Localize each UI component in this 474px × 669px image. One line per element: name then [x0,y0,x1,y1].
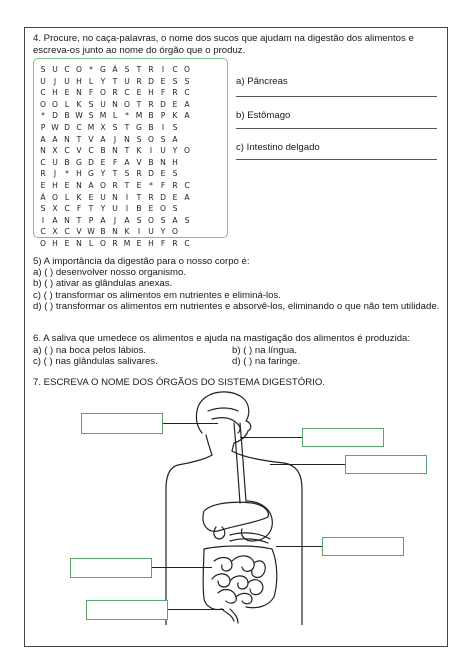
grid-row [37,203,193,215]
organ-label-box-1[interactable] [81,413,163,434]
grid-letter[interactable]: O [184,146,190,156]
word-search-grid [37,64,193,250]
grid-letter[interactable]: O [172,227,178,237]
grid-letter[interactable]: I [41,215,45,225]
question-7-title: 7. ESCREVA O NOME DOS ÓRGÃOS DO SISTEMA DIGESTÓRIO. [33,377,325,388]
grid-letter[interactable]: C [40,227,46,237]
leader-line-4 [276,546,322,547]
grid-letter[interactable]: S [136,215,142,225]
grid-letter[interactable]: A [184,192,190,202]
question-4-title: 4. Procure, no caça-palavras, o nome dos sucos que ajudam na digestão dos alimentos e escreva-os junto ao nome do órgão que o produz. [33,33,414,57]
grid-letter[interactable]: I [161,65,165,74]
grid-letter[interactable]: T [124,146,130,156]
grid-letter[interactable]: T [136,99,142,109]
grid-letter[interactable]: A [100,134,106,144]
grid-letter[interactable]: A [88,180,94,190]
grid-letter[interactable]: * [125,111,129,121]
grid-row [37,87,193,99]
grid-letter[interactable]: E [148,204,154,214]
grid-letter[interactable]: H [148,238,154,248]
grid-letter[interactable]: E [40,180,46,190]
grid-row [37,76,193,88]
grid-letter[interactable]: K [124,227,130,237]
grid-row [37,145,193,157]
grid-letter[interactable]: E [88,192,94,202]
question-6-option-d[interactable]: d) ( ) na faringe. [232,356,301,367]
grid-letter[interactable]: V [88,134,94,144]
grid-letter[interactable]: H [76,76,82,86]
grid-letter[interactable]: C [64,227,70,237]
grid-letter[interactable]: L [64,192,70,202]
grid-letter[interactable]: Y [172,146,178,156]
grid-letter[interactable]: E [172,99,178,109]
grid-letter[interactable]: F [88,88,94,98]
grid-letter[interactable]: C [124,88,130,98]
grid-letter[interactable]: E [136,180,142,190]
grid-letter[interactable]: W [87,227,95,237]
grid-letter[interactable]: S [124,169,130,179]
grid-letter[interactable]: U [160,146,166,156]
grid-letter[interactable]: O [160,204,166,214]
grid-letter[interactable]: D [148,76,154,86]
answer-label-a: a) Pâncreas [236,76,288,87]
grid-letter[interactable]: S [172,122,178,132]
grid-letter[interactable]: * [41,111,45,121]
grid-letter[interactable]: C [64,65,70,74]
grid-letter[interactable]: I [125,192,129,202]
grid-letter[interactable]: K [76,99,82,109]
grid-letter[interactable]: T [112,169,118,179]
grid-row [37,122,193,134]
grid-letter[interactable]: D [88,157,94,167]
grid-letter[interactable]: V [76,227,82,237]
grid-letter[interactable]: R [40,169,46,179]
grid-letter[interactable]: N [64,134,70,144]
digestive-system-illustration [160,385,330,625]
grid-letter[interactable]: R [172,238,178,248]
grid-letter[interactable]: R [136,76,142,86]
grid-letter[interactable]: O [40,238,46,248]
grid-letter[interactable]: O [52,99,58,109]
grid-letter[interactable]: B [148,122,154,132]
grid-letter[interactable]: Á [40,192,46,202]
grid-letter[interactable]: J [113,134,117,144]
grid-letter[interactable]: S [112,122,118,132]
grid-letter[interactable]: I [161,122,165,132]
grid-row [37,192,193,204]
grid-letter[interactable]: O [148,134,154,144]
grid-letter[interactable]: A [124,157,130,167]
grid-letter[interactable]: O [148,215,154,225]
grid-letter[interactable]: J [53,76,57,86]
grid-letter[interactable]: I [149,146,153,156]
grid-letter[interactable]: E [64,238,70,248]
grid-letter[interactable]: J [113,215,117,225]
grid-letter[interactable]: I [137,227,141,237]
grid-letter[interactable]: T [136,192,142,202]
grid-letter[interactable]: T [136,65,142,74]
grid-letter[interactable]: O [40,99,46,109]
grid-letter[interactable]: L [112,111,118,121]
grid-letter[interactable]: P [160,111,166,121]
grid-letter[interactable]: J [53,169,57,179]
grid-letter[interactable]: G [76,157,82,167]
answer-label-b: b) Estômago [236,110,291,121]
organ-label-box-5[interactable] [70,558,152,578]
grid-letter[interactable]: F [160,180,166,190]
grid-row [37,157,193,169]
grid-letter[interactable]: K [76,192,82,202]
grid-letter[interactable]: S [40,65,46,74]
grid-letter[interactable]: M [87,122,95,132]
grid-letter[interactable]: S [160,215,166,225]
grid-letter[interactable]: N [112,99,118,109]
grid-letter[interactable]: C [172,65,178,74]
grid-letter[interactable]: E [172,192,178,202]
question-5-option-b[interactable]: b) ( ) ativar as glândulas anexas. [33,278,173,289]
grid-row [37,215,193,227]
grid-letter[interactable]: F [76,204,82,214]
grid-letter[interactable]: H [52,180,58,190]
grid-letter[interactable]: C [64,204,70,214]
grid-letter[interactable]: H [52,88,58,98]
grid-letter[interactable]: Á [112,65,118,74]
grid-letter[interactable]: B [100,227,106,237]
grid-letter[interactable]: F [160,238,166,248]
question-6-option-b[interactable]: b) ( ) na língua. [232,345,298,356]
grid-letter[interactable]: U [52,65,58,74]
grid-letter[interactable]: A [100,215,106,225]
grid-row [37,238,193,250]
grid-letter[interactable]: B [64,111,70,121]
grid-letter[interactable]: C [184,238,190,248]
grid-row [37,64,193,76]
grid-letter[interactable]: X [100,122,106,132]
grid-letter[interactable]: I [125,204,129,214]
grid-letter[interactable]: W [51,122,59,132]
grid-letter[interactable]: R [112,238,118,248]
grid-letter[interactable]: N [64,215,70,225]
grid-letter[interactable]: S [88,99,94,109]
grid-letter[interactable]: G [88,169,94,179]
grid-letter[interactable]: M [135,111,143,121]
grid-letter[interactable]: S [184,215,190,225]
grid-letter[interactable]: D [64,122,70,132]
grid-letter[interactable]: U [52,157,58,167]
grid-letter[interactable]: O [100,238,106,248]
grid-letter[interactable]: S [160,134,166,144]
grid-letter[interactable]: K [172,111,178,121]
grid-letter[interactable]: C [88,146,94,156]
grid-letter[interactable]: C [40,157,46,167]
leader-line-1 [163,423,218,424]
grid-letter[interactable]: C [64,146,70,156]
grid-letter[interactable]: N [124,134,130,144]
grid-letter[interactable]: T [76,134,82,144]
organ-label-box-3[interactable] [345,455,427,474]
grid-letter[interactable]: T [124,122,130,132]
organ-label-box-2[interactable] [302,428,384,447]
grid-letter[interactable]: * [149,180,153,190]
grid-letter[interactable]: M [99,111,107,121]
grid-letter[interactable]: H [172,157,178,167]
grid-letter[interactable]: O [52,192,58,202]
grid-letter[interactable]: T [112,76,118,86]
question-5-title: 5) A importância da digestão para o nosso corpo é: [33,256,250,267]
organ-label-box-6[interactable] [86,600,168,620]
grid-letter[interactable]: N [160,157,166,167]
grid-row [37,168,193,180]
grid-letter[interactable]: L [88,238,94,248]
grid-letter[interactable]: U [64,76,70,86]
grid-letter[interactable]: A [172,134,178,144]
grid-letter[interactable]: U [112,204,118,214]
grid-row [37,110,193,122]
grid-letter[interactable]: A [52,134,58,144]
grid-letter[interactable]: E [136,238,142,248]
grid-letter[interactable]: R [172,180,178,190]
grid-letter[interactable]: O [184,65,190,74]
grid-letter[interactable]: D [160,99,166,109]
answer-line-c[interactable] [236,159,437,160]
grid-letter[interactable]: R [148,65,154,74]
grid-letter[interactable]: O [124,99,130,109]
grid-letter[interactable]: P [40,122,46,132]
grid-letter[interactable]: M [123,238,131,248]
grid-letter[interactable]: R [136,169,142,179]
grid-letter[interactable]: O [76,65,82,74]
grid-letter[interactable]: N [112,192,118,202]
leader-line-2 [240,437,302,438]
grid-letter[interactable]: S [124,65,130,74]
grid-letter[interactable]: X [52,146,58,156]
grid-letter[interactable]: B [148,157,154,167]
grid-letter[interactable]: Y [100,169,106,179]
grid-letter[interactable]: F [160,88,166,98]
grid-letter[interactable]: B [64,157,70,167]
grid-letter[interactable]: C [40,88,46,98]
grid-letter[interactable]: A [40,134,46,144]
grid-letter[interactable]: S [184,76,190,86]
grid-letter[interactable]: Y [100,204,106,214]
grid-letter[interactable]: N [112,227,118,237]
grid-letter[interactable]: R [148,99,154,109]
grid-letter[interactable]: A [172,215,178,225]
question-6-option-c[interactable]: c) ( ) nas glândulas salivares. [33,356,158,367]
grid-letter[interactable]: S [172,169,178,179]
leader-line-6 [168,609,224,610]
grid-letter[interactable]: X [52,204,58,214]
grid-letter[interactable]: U [124,76,130,86]
grid-letter[interactable]: G [136,122,142,132]
grid-letter[interactable]: E [100,157,106,167]
grid-letter[interactable]: N [76,180,82,190]
grid-letter[interactable]: U [100,192,106,202]
answer-line-b[interactable] [236,128,437,129]
grid-letter[interactable]: R [112,180,118,190]
grid-letter[interactable]: D [52,111,58,121]
grid-letter[interactable]: H [76,169,82,179]
grid-letter[interactable]: K [136,146,142,156]
grid-row [37,180,193,192]
grid-row [37,134,193,146]
grid-letter[interactable]: O [100,180,106,190]
grid-letter[interactable]: T [76,215,82,225]
question-5-option-a[interactable]: a) ( ) desenvolver nosso organismo. [33,267,187,278]
grid-letter[interactable]: S [40,204,46,214]
grid-letter[interactable]: U [148,227,154,237]
grid-letter[interactable]: Y [100,76,106,86]
grid-letter[interactable]: N [76,88,82,98]
grid-letter[interactable]: * [65,169,69,179]
question-6-title: 6. A saliva que umedece os alimentos e ajuda na mastigação dos alimentos é produzida: [33,333,411,344]
grid-letter[interactable]: P [88,215,94,225]
grid-letter[interactable]: V [136,157,142,167]
grid-letter[interactable]: L [64,99,70,109]
question-6-option-a[interactable]: a) ( ) na boca pelos lábios. [33,345,147,356]
grid-letter[interactable]: C [76,122,82,132]
grid-letter[interactable]: W [75,111,83,121]
grid-letter[interactable]: Y [160,227,166,237]
grid-letter[interactable]: H [52,238,58,248]
grid-letter[interactable]: A [124,215,130,225]
grid-letter[interactable]: F [112,157,118,167]
grid-letter[interactable]: V [76,146,82,156]
grid-letter[interactable]: B [100,146,106,156]
grid-letter[interactable]: A [184,111,190,121]
leader-line-3 [270,464,345,465]
answer-label-c: c) Intestino delgado [236,142,320,153]
grid-letter[interactable]: R [172,88,178,98]
grid-letter[interactable]: E [64,180,70,190]
grid-row [37,226,193,238]
grid-letter[interactable]: G [100,65,106,74]
grid-letter[interactable]: N [112,146,118,156]
grid-letter[interactable]: S [172,76,178,86]
grid-letter[interactable]: C [184,88,190,98]
grid-letter[interactable]: S [172,204,178,214]
grid-letter[interactable]: E [160,169,166,179]
grid-letter[interactable]: A [184,99,190,109]
grid-letter[interactable]: U [100,99,106,109]
grid-letter[interactable]: C [184,180,190,190]
grid-letter[interactable]: D [160,192,166,202]
grid-letter[interactable]: N [76,238,82,248]
grid-letter[interactable]: * [89,65,93,74]
grid-letter[interactable]: O [100,88,106,98]
grid-letter[interactable]: L [88,76,94,86]
grid-letter[interactable]: T [124,180,130,190]
grid-letter[interactable]: S [136,134,142,144]
question-5-option-c[interactable]: c) ( ) transformar os alimentos em nutrientes e eliminá-los. [33,290,281,301]
grid-letter[interactable]: B [136,204,142,214]
grid-row [37,99,193,111]
word-search-box [33,58,228,248]
grid-letter[interactable]: E [64,88,70,98]
grid-letter[interactable]: D [148,169,154,179]
organ-label-box-4[interactable] [322,537,404,556]
grid-letter[interactable]: A [52,215,58,225]
grid-letter[interactable]: E [136,88,142,98]
question-5-option-d[interactable]: d) ( ) transformar os alimentos em nutrientes e absorvê-los, eliminando o que não tem utilidade. [33,301,440,312]
grid-letter[interactable]: X [52,227,58,237]
grid-letter[interactable]: U [40,76,46,86]
grid-letter[interactable]: S [88,111,94,121]
grid-letter[interactable]: B [148,111,154,121]
leader-line-5 [152,567,212,568]
answer-line-a[interactable] [236,96,437,97]
grid-letter[interactable]: R [112,88,118,98]
grid-letter[interactable]: N [40,146,46,156]
grid-letter[interactable]: T [88,204,94,214]
grid-letter[interactable]: E [160,76,166,86]
grid-letter[interactable]: H [148,88,154,98]
grid-letter[interactable]: R [148,192,154,202]
